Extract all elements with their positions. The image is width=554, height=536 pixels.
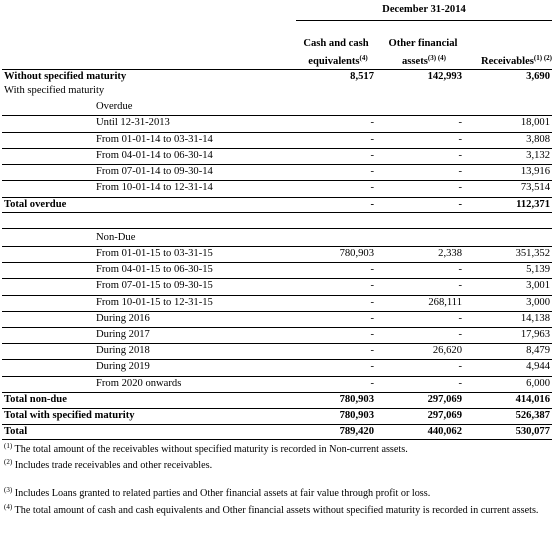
row-rule	[2, 262, 552, 263]
row-label: During 2016	[96, 313, 150, 324]
row-label: Total with specified maturity	[4, 410, 135, 421]
cell-cash: -	[370, 134, 374, 145]
col-other-header-line2: assets$^{(3) (4)}$	[402, 54, 446, 67]
col-cash-header-line2: equivalents$^{(4)}$	[308, 54, 368, 67]
header-rule	[2, 69, 552, 70]
cell-receivables: 351,352	[515, 248, 550, 259]
row-rule	[2, 278, 552, 279]
row-label: From 01-01-14 to 03-31-14	[96, 134, 213, 145]
row-rule	[2, 197, 552, 198]
row-rule	[2, 327, 552, 328]
row-rule	[2, 392, 552, 393]
cell-receivables: 3,132	[526, 150, 550, 161]
cell-receivables: 3,000	[526, 297, 550, 308]
cell-cash: -	[370, 117, 374, 128]
cell-cash: -	[370, 182, 374, 193]
row-label: Overdue	[96, 101, 133, 112]
cell-other: -	[458, 264, 462, 275]
cell-receivables: 17,963	[520, 329, 550, 340]
row-label: Total overdue	[4, 199, 67, 210]
cell-cash: 8,517	[350, 71, 374, 82]
cell-other: -	[458, 166, 462, 177]
row-rule	[2, 132, 552, 133]
cell-other: -	[458, 280, 462, 291]
cell-other: -	[458, 150, 462, 161]
row-rule	[2, 115, 552, 116]
cell-receivables: 4,944	[526, 361, 550, 372]
row-label: From 07-01-15 to 09-30-15	[96, 280, 213, 291]
cell-receivables: 3,690	[526, 71, 550, 82]
row-label: From 04-01-15 to 06-30-15	[96, 264, 213, 275]
row-rule	[2, 148, 552, 149]
period-underline	[296, 20, 552, 21]
cell-receivables: 414,016	[515, 394, 550, 405]
cell-cash: 789,420	[339, 426, 374, 437]
row-rule	[2, 246, 552, 247]
cell-other: -	[458, 313, 462, 324]
row-label: From 01-01-15 to 03-31-15	[96, 248, 213, 259]
cell-receivables: 14,138	[520, 313, 550, 324]
row-label: Non-Due	[96, 232, 136, 243]
cell-other: -	[458, 199, 462, 210]
cell-receivables: 3,808	[526, 134, 550, 145]
col-cash-header-line1: Cash and cash	[303, 38, 369, 49]
cell-other: 268,111	[428, 297, 462, 308]
cell-receivables: 3,001	[526, 280, 550, 291]
row-label: From 10-01-15 to 12-31-15	[96, 297, 213, 308]
row-label: Until 12-31-2013	[96, 117, 170, 128]
row-label: During 2019	[96, 361, 150, 372]
cell-cash: -	[370, 345, 374, 356]
row-rule	[2, 424, 552, 425]
cell-other: 142,993	[427, 71, 462, 82]
row-label: From 2020 onwards	[96, 378, 182, 389]
cell-cash: -	[370, 361, 374, 372]
footnote-2: $^{(2)}$ Includes trade receivables and other receivables.	[4, 458, 213, 471]
cell-other: -	[458, 329, 462, 340]
section-break-rule	[2, 228, 552, 229]
cell-cash: 780,903	[339, 410, 374, 421]
row-label: Total	[4, 426, 28, 437]
row-label: From 04-01-14 to 06-30-14	[96, 150, 213, 161]
cell-receivables: 5,139	[526, 264, 550, 275]
cell-other: 297,069	[427, 394, 462, 405]
footnote-1: $^{(1)}$ The total amount of the receivables without specified maturity is recorded in Non-current assets.	[4, 442, 408, 455]
cell-cash: -	[370, 150, 374, 161]
period-header: December 31-2014	[382, 4, 466, 15]
row-label: During 2018	[96, 345, 150, 356]
cell-other: -	[458, 117, 462, 128]
cell-other: -	[458, 378, 462, 389]
row-label: From 07-01-14 to 09-30-14	[96, 166, 213, 177]
row-rule	[2, 408, 552, 409]
cell-other: 2,338	[438, 248, 462, 259]
cell-cash: -	[370, 378, 374, 389]
row-label: Without specified maturity	[4, 71, 127, 82]
cell-receivables: 13,916	[520, 166, 550, 177]
cell-receivables: 526,387	[515, 410, 550, 421]
row-rule	[2, 164, 552, 165]
cell-receivables: 112,371	[516, 199, 550, 210]
row-rule	[2, 343, 552, 344]
cell-receivables: 18,001	[520, 117, 550, 128]
row-label: Total non-due	[4, 394, 67, 405]
cell-cash: -	[370, 297, 374, 308]
row-rule	[2, 359, 552, 360]
footnote-3: $^{(3)}$ Includes Loans granted to related parties and Other financial assets at fair value through profit or loss.	[4, 486, 431, 499]
cell-receivables: 73,514	[520, 182, 550, 193]
total-overdue-rule	[2, 212, 552, 213]
row-rule	[2, 295, 552, 296]
cell-other: -	[458, 361, 462, 372]
cell-other: 297,069	[427, 410, 462, 421]
cell-other: -	[458, 134, 462, 145]
table-bottom-rule	[2, 439, 552, 440]
cell-other: -	[458, 182, 462, 193]
row-rule	[2, 376, 552, 377]
cell-cash: -	[370, 313, 374, 324]
cell-receivables: 8,479	[526, 345, 550, 356]
cell-cash: 780,903	[339, 394, 374, 405]
col-recv-header: Receivables$^{(1) (2)}$	[480, 54, 552, 67]
row-label: From 10-01-14 to 12-31-14	[96, 182, 213, 193]
row-rule	[2, 180, 552, 181]
footnote-4: $^{(4)}$ The total amount of cash and cash equivalents and Other financial assets without specified maturity is recorded in current assets.	[4, 503, 539, 516]
cell-cash: -	[370, 166, 374, 177]
cell-cash: -	[370, 329, 374, 340]
cell-other: 440,062	[427, 426, 462, 437]
cell-cash: 780,903	[339, 248, 374, 259]
cell-other: 26,620	[432, 345, 462, 356]
row-label: During 2017	[96, 329, 150, 340]
cell-cash: -	[370, 199, 374, 210]
row-label: With specified maturity	[4, 85, 105, 96]
row-rule	[2, 311, 552, 312]
cell-receivables: 6,000	[526, 378, 550, 389]
cell-receivables: 530,077	[515, 426, 550, 437]
cell-cash: -	[370, 264, 374, 275]
cell-cash: -	[370, 280, 374, 291]
col-other-header-line1: Other financial	[388, 38, 458, 49]
